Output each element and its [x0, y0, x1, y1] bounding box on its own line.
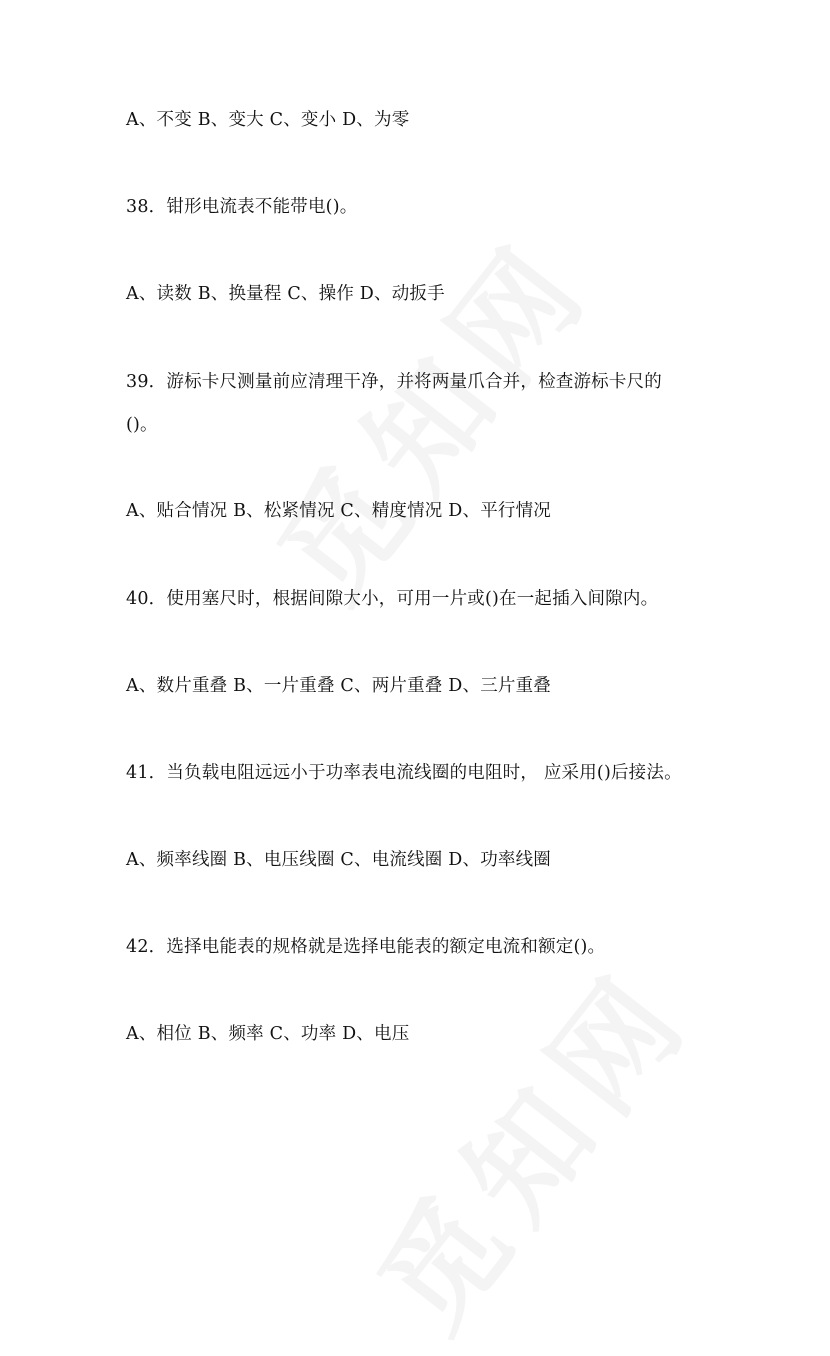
question-41: 41．当负载电阻远远小于功率表电流线圈的电阻时， 应采用()后接法。 [126, 763, 682, 783]
question-39-continued: ()。 [126, 415, 158, 435]
answer-options-40: A、数片重叠 B、一片重叠 C、两片重叠 D、三片重叠 [126, 676, 552, 696]
question-39: 39．游标卡尺测量前应清理干净，并将两量爪合并，检查游标卡尺的 [126, 372, 662, 392]
question-38: 38．钳形电流表不能带电()。 [126, 197, 358, 217]
answer-options-38: A、读数 B、换量程 C、操作 D、动扳手 [126, 284, 445, 304]
answer-options-39: A、贴合情况 B、松紧情况 C、精度情况 D、平行情况 [126, 501, 552, 521]
watermark [262, 220, 611, 620]
answer-options-37: A、不变 B、变大 C、变小 D、为零 [126, 110, 410, 130]
question-42: 42．选择电能表的规格就是选择电能表的额定电流和额定()。 [126, 937, 606, 957]
answer-options-42: A、相位 B、频率 C、功率 D、电压 [126, 1024, 410, 1044]
answer-options-41: A、频率线圈 B、电压线圈 C、电流线圈 D、功率线圈 [126, 850, 552, 870]
question-40: 40．使用塞尺时，根据间隙大小，可用一片或()在一起插入间隙内。 [126, 589, 659, 609]
watermark [362, 950, 711, 1350]
